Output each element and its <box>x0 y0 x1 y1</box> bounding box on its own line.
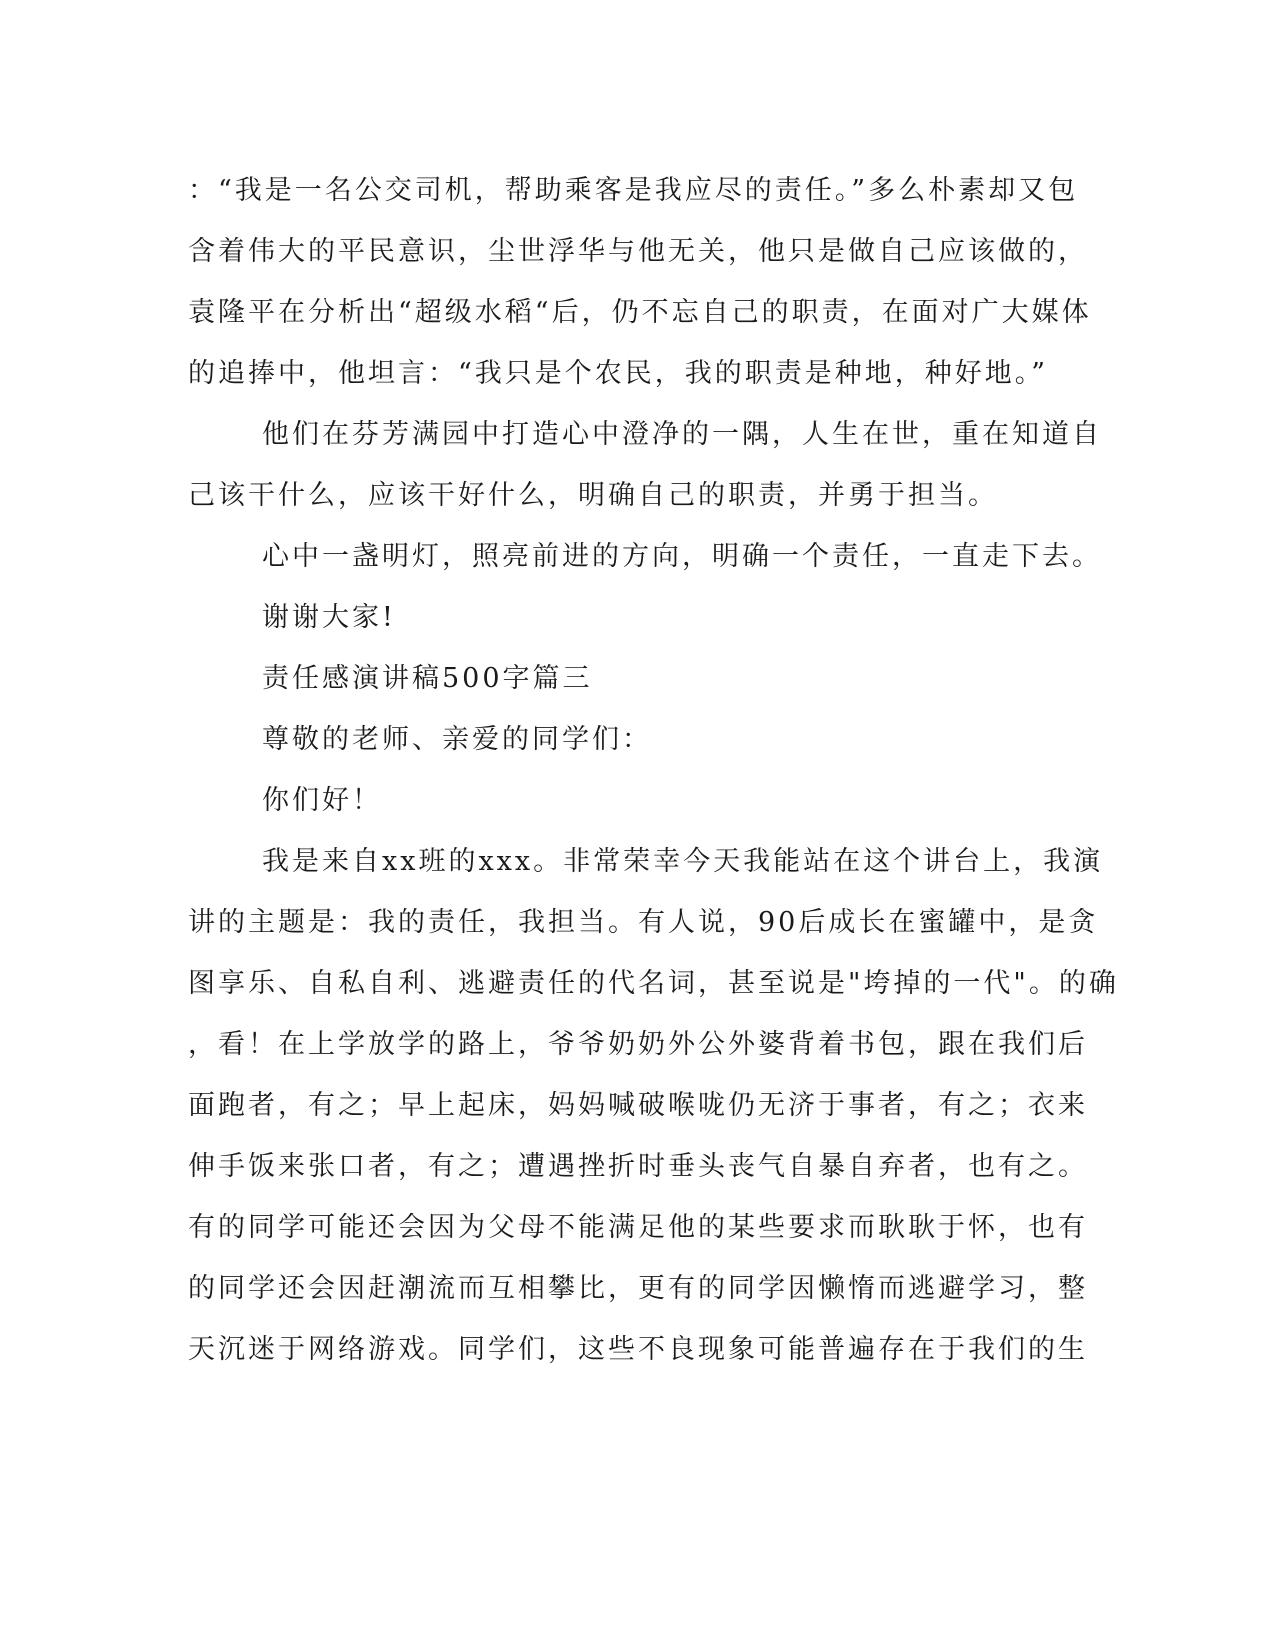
section-heading: 责任感演讲稿500字篇三 <box>262 663 593 694</box>
text-line-1: ：“我是一名公交司机，帮助乘客是我应尽的责任。”多么朴素却又包 <box>188 175 1079 206</box>
document-body <box>188 160 1119 1380</box>
text-line-16: 面跑者，有之；早上起床，妈妈喊破喉咙仍无济于事者，有之；衣来 <box>188 1090 1088 1121</box>
text-line-4: 的追捧中，他坦言：“我只是个农民，我的职责是种地，种好地。” <box>188 358 1049 389</box>
greeting: 你们好！ <box>262 785 382 816</box>
text-line-3: 袁隆平在分析出“超级水稻“后，仍不忘自己的职责，在面对广大媒体 <box>188 297 1092 328</box>
text-line-5: 他们在芬芳满园中打造心中澄净的一隅，人生在世，重在知道自 <box>262 419 1102 450</box>
text-line-17: 伸手饭来张口者，有之；遭遇挫折时垂头丧气自暴自弃者，也有之。 <box>188 1151 1088 1182</box>
text-line-6: 己该干什么，应该干好什么，明确自己的职责，并勇于担当。 <box>188 480 998 511</box>
salutation: 尊敬的老师、亲爱的同学们： <box>262 724 652 755</box>
text-line-18: 有的同学可能还会因为父母不能满足他的某些要求而耿耿于怀，也有 <box>188 1212 1088 1243</box>
text-line-2: 含着伟大的平民意识，尘世浮华与他无关，他只是做自己应该做的， <box>188 236 1088 267</box>
text-line-19: 的同学还会因赶潮流而互相攀比，更有的同学因懒惰而逃避学习，整 <box>188 1273 1088 1304</box>
text-line-13: 讲的主题是：我的责任，我担当。有人说，90后成长在蜜罐中，是贪 <box>188 907 1099 938</box>
text-line-7: 心中一盏明灯，照亮前进的方向，明确一个责任，一直走下去。 <box>262 541 1102 572</box>
text-line-12: 我是来自xx班的xxx。非常荣幸今天我能站在这个讲台上，我演 <box>262 846 1104 877</box>
text-line-20: 天沉迷于网络游戏。同学们，这些不良现象可能普遍存在于我们的生 <box>188 1334 1088 1365</box>
text-line-8: 谢谢大家! <box>262 602 396 633</box>
text-line-14: 图享乐、自私自利、逃避责任的代名词，甚至说是"垮掉的一代"。的确 <box>188 968 1119 999</box>
text-line-15: ，看！在上学放学的路上，爷爷奶奶外公外婆背着书包，跟在我们后 <box>188 1029 1088 1060</box>
